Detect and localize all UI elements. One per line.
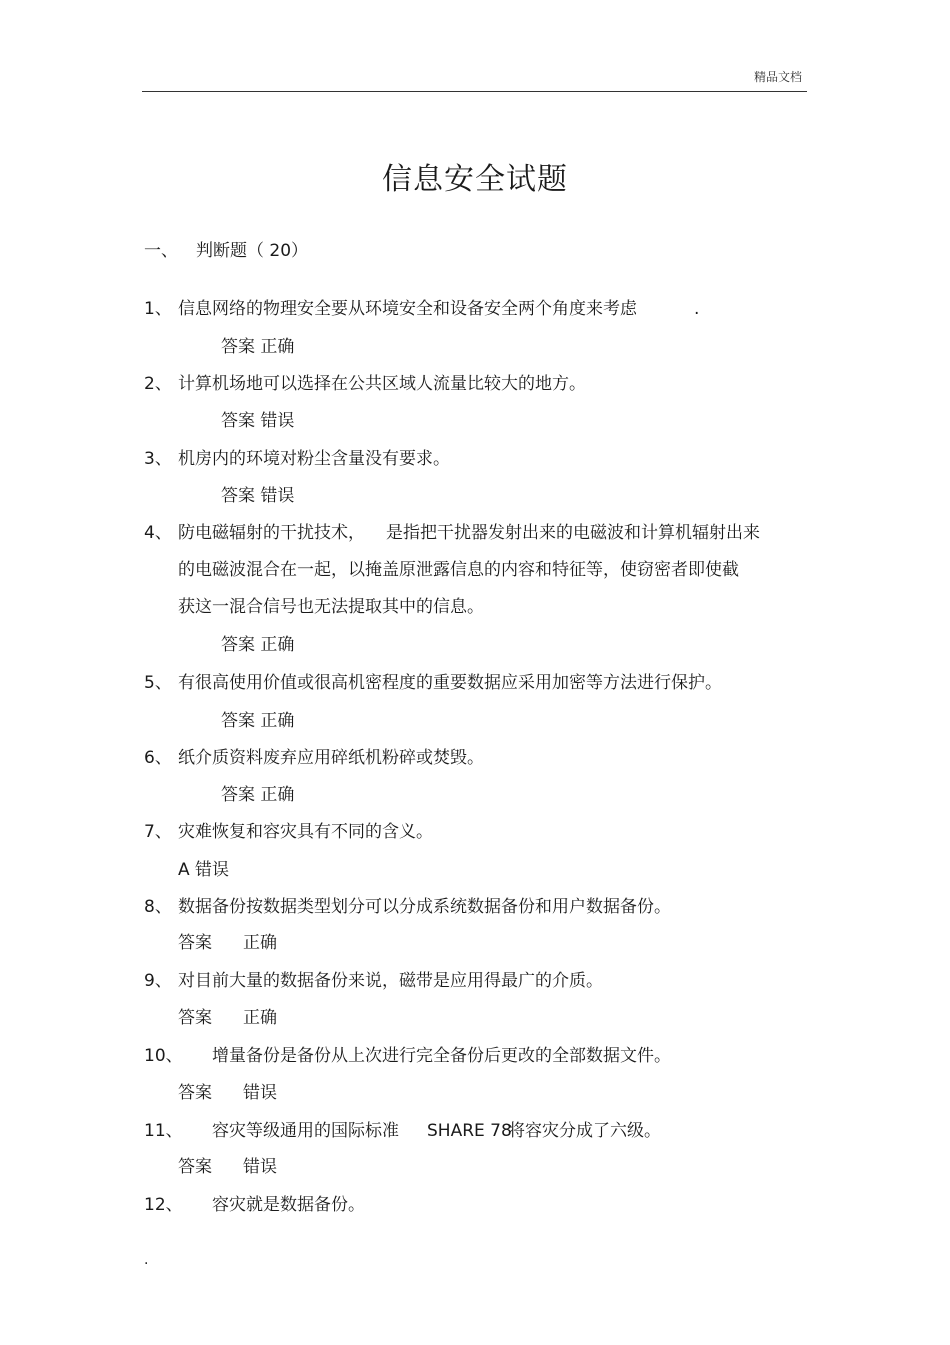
question-number: 4、	[144, 523, 172, 543]
answer-text: 答案 正确	[221, 337, 295, 357]
question-number: 6、	[144, 748, 172, 768]
answer-value: 正确	[243, 933, 277, 953]
question-text: 对目前大量的数据备份来说，磁带是应用得最广的介质。	[178, 971, 603, 991]
question-number: 11、	[144, 1121, 183, 1141]
answer-label: 答案	[178, 1157, 212, 1177]
question-text: 灾难恢复和容灾具有不同的含义。	[178, 822, 433, 842]
answer-label: 答案	[178, 1008, 212, 1028]
question-text-line1a: 防电磁辐射的干扰技术，	[178, 523, 365, 543]
answer-text: A 错误	[178, 860, 230, 880]
question-text-line2: 的电磁波混合在一起，以掩盖原泄露信息的内容和特征等，使窃密者即使截	[178, 560, 739, 580]
question-number: 5、	[144, 673, 172, 693]
answer-value: 错误	[243, 1083, 277, 1103]
answer-text: 答案 正确	[221, 635, 295, 655]
question-text-part1: 容灾等级通用的国际标准	[212, 1121, 399, 1141]
answer-label: 答案	[178, 933, 212, 953]
answer-text: 答案 错误	[221, 411, 295, 431]
question-number: 8、	[144, 897, 172, 917]
question-text-part2: 将容灾分成了六级。	[508, 1121, 661, 1141]
question-text-standard: SHARE 78	[427, 1121, 512, 1141]
question-text: 计算机场地可以选择在公共区域人流量比较大的地方。	[178, 374, 586, 394]
question-text: 纸介质资料废弃应用碎纸机粉碎或焚毁。	[178, 748, 484, 768]
question-number: 2、	[144, 374, 172, 394]
answer-value: 错误	[243, 1157, 277, 1177]
section-label: 判断题（ 20）	[196, 241, 309, 261]
answer-value: 正确	[243, 1008, 277, 1028]
answer-label: 答案	[178, 1083, 212, 1103]
page-title: 信息安全试题	[382, 162, 568, 197]
answer-text: 答案 错误	[221, 486, 295, 506]
question-text: 容灾就是数据备份。	[212, 1195, 365, 1215]
footer-mark: .	[144, 1252, 149, 1268]
question-tail: .	[694, 299, 700, 319]
question-text: 有很高使用价值或很高机密程度的重要数据应采用加密等方法进行保护。	[178, 673, 722, 693]
question-text-line3: 获这一混合信号也无法提取其中的信息。	[178, 597, 484, 617]
question-number: 9、	[144, 971, 172, 991]
page-header-label: 精品文档	[753, 70, 802, 84]
question-text: 数据备份按数据类型划分可以分成系统数据备份和用户数据备份。	[178, 897, 671, 917]
question-text: 机房内的环境对粉尘含量没有要求。	[178, 449, 450, 469]
question-text: 信息网络的物理安全要从环境安全和设备安全两个角度来考虑	[178, 299, 637, 319]
question-number: 3、	[144, 449, 172, 469]
question-text: 增量备份是备份从上次进行完全备份后更改的全部数据文件。	[212, 1046, 671, 1066]
question-number: 12、	[144, 1195, 183, 1215]
answer-text: 答案 正确	[221, 711, 295, 731]
section-number: 一、	[144, 241, 178, 261]
question-number: 10、	[144, 1046, 183, 1066]
question-number: 1、	[144, 299, 172, 319]
question-number: 7、	[144, 822, 172, 842]
question-text-line1b: 是指把干扰器发射出来的电磁波和计算机辐射出来	[386, 523, 760, 543]
header-rule	[142, 91, 807, 92]
answer-text: 答案 正确	[221, 785, 295, 805]
